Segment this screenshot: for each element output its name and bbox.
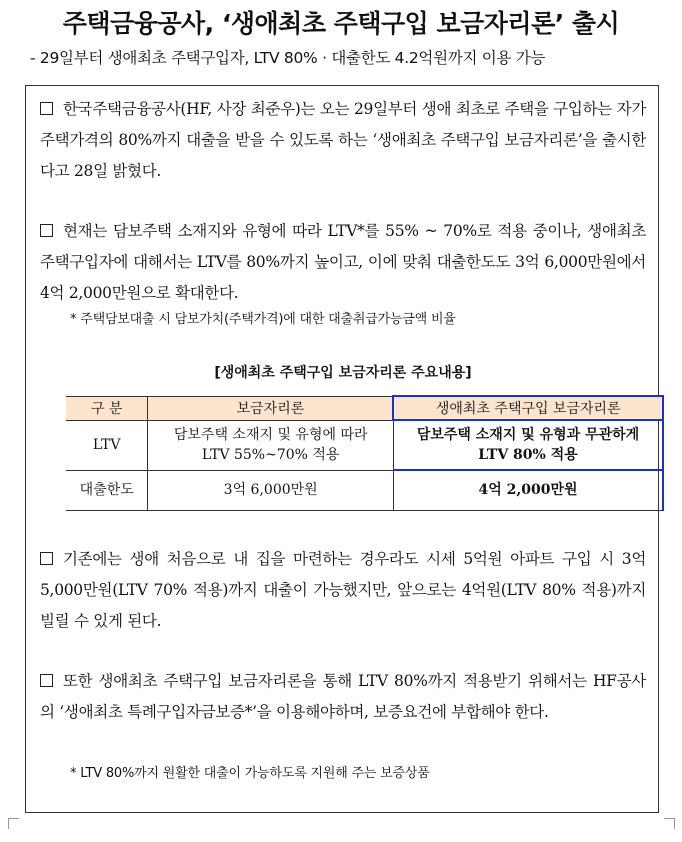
checkbox-bullet-icon (40, 224, 53, 237)
page-corner-mark (664, 818, 675, 829)
cell-line: 담보주택 소재지 및 유형과 무관하게 (416, 427, 640, 443)
ltv-footnote: * 주택담보대출 시 담보가치(주택가격)에 대한 대출취급가능금액 비율 (70, 312, 456, 327)
cell-line: 담보주택 소재지 및 유형에 따라 (173, 427, 368, 443)
table-cell-highlight (393, 420, 663, 470)
page-corner-mark (8, 818, 19, 829)
cell-line: LTV 80% 적용 (478, 447, 578, 463)
table-header-row (66, 396, 663, 420)
paragraph-1 (40, 94, 646, 187)
content-box (25, 85, 659, 813)
table-title: [생애최초 주택구입 보금자리론 주요내용] (214, 365, 472, 381)
paragraph-2 (40, 216, 646, 309)
checkbox-bullet-icon (40, 102, 53, 115)
row-label: 대출한도 (66, 470, 148, 510)
checkbox-bullet-icon (40, 552, 53, 565)
paragraph-text: 현재는 담보주택 소재지와 유형에 따라 LTV*를 55% ~ 70%로 적용 중이나, 생애최초 주택구입자에 대해서는 LTV를 80%까지 높이고, 이에 맞춰 대출한도도 3억 6,000만원에서 4억 2,000만원으로 확대한다. (40, 222, 646, 302)
page-title: 주택금융공사, ‘생애최초 주택구입 보금자리론’ 출시 (62, 9, 620, 38)
checkbox-bullet-icon (40, 674, 53, 687)
cell-line: LTV 55%~70% 적용 (201, 447, 340, 463)
paragraph-4 (40, 666, 646, 728)
table-row (66, 470, 663, 510)
table-header-cell: 보금자리론 (148, 396, 394, 420)
paragraph-3 (40, 544, 646, 637)
comparison-table (66, 395, 664, 511)
table-cell: 3억 6,000만원 (148, 470, 394, 510)
table-header-cell: 구 분 (66, 396, 148, 420)
paragraph-text: 기존에는 생애 처음으로 내 집을 마련하는 경우라도 시세 5억원 아파트 구입 시 3억 5,000만원(LTV 70% 적용)까지 대출이 가능했지만, 앞으로는 4억원(LTV 80% 적용)까지 빌릴 수 있게 된다. (40, 550, 646, 630)
guarantee-footnote: * LTV 80%까지 원활한 대출이 가능하도록 지원해 주는 보증상품 (70, 766, 430, 781)
table-row (66, 420, 663, 470)
paragraph-text: 또한 생애최초 주택구입 보금자리론을 통해 LTV 80%까지 적용받기 위해서는 HF공사의 ‘생애최초 특례구입자금보증*’을 이용해야하며, 보증요건에 부합해야 한다. (40, 672, 646, 721)
row-label: LTV (66, 420, 148, 470)
table-header-cell-highlight: 생애최초 주택구입 보금자리론 (393, 396, 663, 420)
paragraph-text: 한국주택금융공사(HF, 사장 최준우)는 오는 29일부터 생애 최초로 주택을 구입하는 자가 주택가격의 80%까지 대출을 받을 수 있도록 하는 ‘생애최초 주택구입 보금자리론’을 출시한다고 28일 밝혔다. (40, 100, 646, 180)
table-cell-highlight: 4억 2,000만원 (393, 470, 663, 510)
page-subtitle: - 29일부터 생애최초 주택구입자, LTV 80% · 대출한도 4.2억원까지 이용 가능 (30, 49, 546, 67)
table-cell (148, 420, 394, 470)
